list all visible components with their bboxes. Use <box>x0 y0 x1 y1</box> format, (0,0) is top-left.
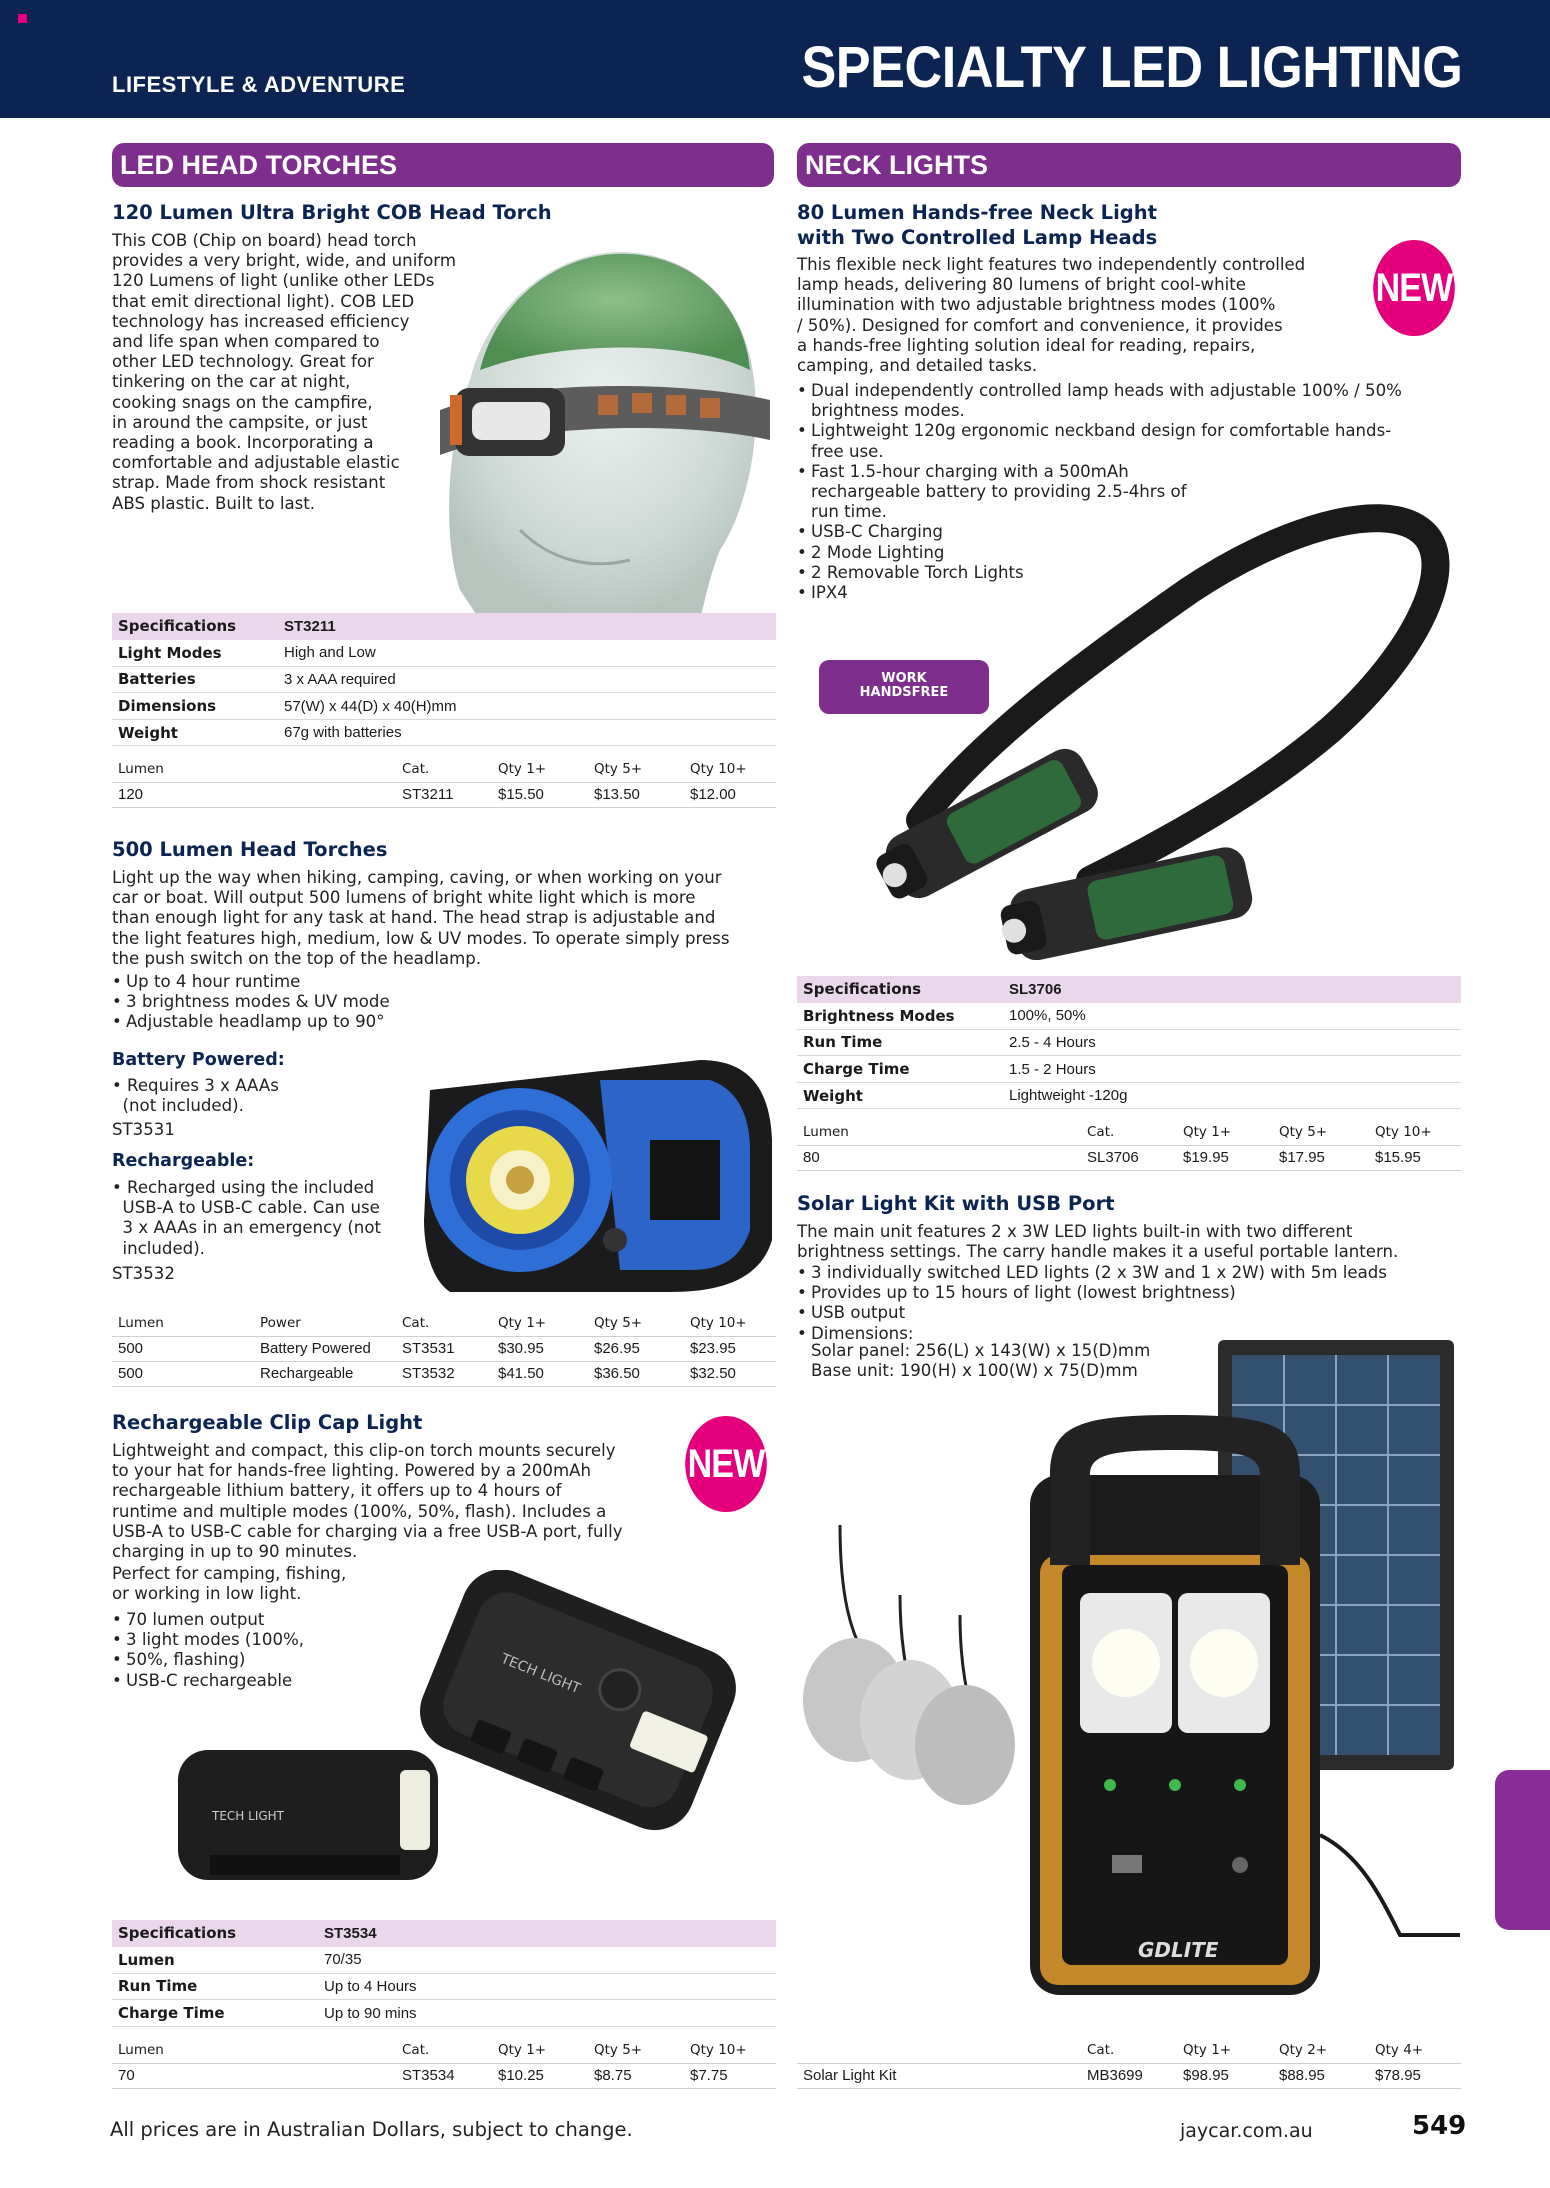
dimension-line: Base unit: 190(H) x 100(W) x 75(D)mm <box>811 1361 1138 1381</box>
spec-value: SL3706 <box>1003 976 1461 1003</box>
spec-row <box>797 1029 1461 1056</box>
usage-line: Perfect for camping, fishing, <box>112 1564 347 1583</box>
500-lumen-torch-image <box>420 1030 780 1300</box>
price-cell: ST3534 <box>396 2063 492 2088</box>
rechargeable-code: ST3532 <box>112 1264 175 1283</box>
bullet-item: • 70 lumen output <box>112 1610 352 1630</box>
spec-value: High and Low <box>278 640 776 667</box>
work-badge-line-2: HANDSFREE <box>859 685 949 700</box>
bullet-item: • 3 light modes (100%, <box>112 1630 352 1650</box>
bullet-item: • Dimensions: <box>797 1324 1467 1344</box>
solar-light-kit-image <box>800 1335 1460 2015</box>
battery-line: (not included). <box>112 1096 244 1116</box>
spec-value: 3 x AAA required <box>278 666 776 693</box>
price-header-cell: Qty 1+ <box>492 2038 588 2063</box>
spec-label: Batteries <box>112 666 278 693</box>
spec-value: 67g with batteries <box>278 719 776 746</box>
recharge-line: 3 x AAAs in an emergency (not <box>112 1218 381 1238</box>
description-line: to your hat for hands-free lighting. Powered by a 200mAh <box>112 1461 592 1481</box>
usage-line: or working in low light. <box>112 1584 302 1604</box>
description-line: lamp heads, delivering 80 lumens of bright cool-white <box>797 275 1246 295</box>
section-label: LIFESTYLE & ADVENTURE <box>112 72 406 97</box>
spec-row <box>112 693 776 720</box>
feature-list-500-lumen <box>112 972 442 1033</box>
rechargeable-text <box>112 1178 422 1259</box>
price-header-cell: Cat. <box>396 1311 492 1336</box>
price-header-cell <box>797 2038 1081 2063</box>
spec-label: Specifications <box>112 1920 318 1947</box>
price-header-cell: Qty 1+ <box>1177 2038 1273 2063</box>
price-header-cell: Qty 5+ <box>1273 1120 1369 1145</box>
price-table-mb3699 <box>797 2038 1461 2089</box>
price-header-cell: Lumen <box>797 1120 1081 1145</box>
price-cell: $15.50 <box>492 782 588 807</box>
neck-light-image <box>860 490 1470 960</box>
rechargeable-heading: Rechargeable: <box>112 1151 255 1171</box>
price-table-500-lumen <box>112 1311 776 1387</box>
price-header-cell: Qty 10+ <box>684 2038 776 2063</box>
description-line: runtime and multiple modes (100%, 50%, flash). Includes a <box>112 1501 607 1521</box>
spec-row <box>112 1920 776 1947</box>
product-description-mb3699 <box>797 1222 1467 1262</box>
description-line: and life span when compared to <box>112 332 380 352</box>
price-cell: 500 <box>112 1361 254 1386</box>
price-header-cell: Cat. <box>396 757 492 782</box>
description-line: brightness settings. The carry handle makes it a useful portable lantern. <box>797 1242 1399 1262</box>
description-line: other LED technology. Great for <box>112 352 374 372</box>
spec-value: Up to 90 mins <box>318 2000 776 2027</box>
bullet-item: • 3 individually switched LED lights (2 x 3W and 1 x 2W) with 5m leads <box>797 1263 1467 1283</box>
price-cell: Rechargeable <box>254 1361 396 1386</box>
product-description-st3534 <box>112 1441 672 1562</box>
product-title-mb3699: Solar Light Kit with USB Port <box>797 1192 1115 1215</box>
description-line: This flexible neck light features two independently controlled <box>797 255 1306 274</box>
spec-label: Specifications <box>797 976 1003 1003</box>
recharge-line: USB-A to USB-C cable. Can use <box>112 1198 380 1218</box>
led-head-torches-band: LED HEAD TORCHES <box>112 143 774 187</box>
price-header-cell: Qty 1+ <box>492 757 588 782</box>
price-cell: SL3706 <box>1081 1145 1177 1170</box>
description-line: rechargeable lithium battery, it offers up to 4 hours of <box>112 1481 562 1501</box>
product-description-500-lumen <box>112 868 782 969</box>
description-line: comfortable and adjustable elastic <box>112 453 400 473</box>
price-header-cell: Qty 10+ <box>684 757 776 782</box>
description-line: 120 Lumens of light (unlike other LEDs <box>112 271 435 291</box>
description-line: Light up the way when hiking, camping, caving, or when working on your <box>112 868 722 887</box>
price-header-cell: Lumen <box>112 757 396 782</box>
price-cell: ST3211 <box>396 782 492 807</box>
price-cell: $19.95 <box>1177 1145 1273 1170</box>
price-cell: ST3532 <box>396 1361 492 1386</box>
neck-lights-band: NECK LIGHTS <box>797 143 1461 187</box>
bullet-item: • 2 Mode Lighting <box>797 543 1461 563</box>
new-badge-st3534: NEW <box>685 1416 767 1512</box>
spec-label: Weight <box>112 719 278 746</box>
price-header-cell: Qty 4+ <box>1369 2038 1461 2063</box>
head-torch-image <box>420 230 780 620</box>
price-cell: $17.95 <box>1273 1145 1369 1170</box>
battery-powered-text <box>112 1076 412 1116</box>
description-line: / 50%). Designed for comfort and convenience, it provides <box>797 315 1283 335</box>
spec-value: Lightweight -120g <box>1003 1082 1461 1109</box>
spec-label: Run Time <box>797 1029 1003 1056</box>
bullet-item: • Lightweight 120g ergonomic neckband design for comfortable hands- free use. <box>797 421 1461 461</box>
spec-row <box>797 976 1461 1003</box>
description-line: ABS plastic. Built to last. <box>112 493 316 513</box>
description-line: This COB (Chip on board) head torch <box>112 231 417 250</box>
price-cell: $98.95 <box>1177 2063 1273 2088</box>
clip-cap-light-image <box>170 1570 770 1890</box>
price-cell: 80 <box>797 1145 1081 1170</box>
description-line: in around the campsite, or just <box>112 412 368 432</box>
spec-value: ST3534 <box>318 1920 776 1947</box>
description-line: illumination with two adjustable brightness modes (100% <box>797 295 1276 315</box>
spec-label: Charge Time <box>797 1056 1003 1083</box>
price-cell: Solar Light Kit <box>797 2063 1081 2088</box>
price-header-row <box>112 2038 776 2063</box>
price-header-cell: Qty 10+ <box>1369 1120 1461 1145</box>
price-cell: $26.95 <box>588 1336 684 1361</box>
spec-label: Brightness Modes <box>797 1003 1003 1030</box>
spec-table-st3211 <box>112 613 776 746</box>
spec-row <box>112 1947 776 1974</box>
bullet-item: • Fast 1.5-hour charging with a 500mAh rechargeable battery to providing 2.5-4hrs of run time. <box>797 462 1461 523</box>
price-header-row <box>797 1120 1461 1145</box>
price-cell: MB3699 <box>1081 2063 1177 2088</box>
price-cell: 70 <box>112 2063 396 2088</box>
bullet-item: • USB output <box>797 1303 1467 1323</box>
spec-row <box>112 666 776 693</box>
bullet-item: • USB-C Charging <box>797 522 1461 542</box>
product-title-sl3706 <box>797 200 1217 250</box>
price-header-cell: Qty 5+ <box>588 2038 684 2063</box>
bullet-item: • 2 Removable Torch Lights <box>797 563 1461 583</box>
bullet-item: • Up to 4 hour runtime <box>112 972 442 992</box>
price-cell: 500 <box>112 1336 254 1361</box>
spec-row <box>112 613 776 640</box>
solar-kit-brand: GDLITE <box>1138 1938 1219 1962</box>
price-header-cell: Power <box>254 1311 396 1336</box>
description-line: cooking snags on the campfire, <box>112 392 373 412</box>
price-cell: ST3531 <box>396 1336 492 1361</box>
price-table-sl3706 <box>797 1120 1461 1171</box>
price-row <box>797 2063 1461 2088</box>
price-header-cell: Cat. <box>1081 1120 1177 1145</box>
price-header-cell: Lumen <box>112 1311 254 1336</box>
spec-value: 2.5 - 4 Hours <box>1003 1029 1461 1056</box>
top-header-bar <box>0 0 1550 118</box>
price-table-st3534 <box>112 2038 776 2089</box>
price-cell: $8.75 <box>588 2063 684 2088</box>
recharge-line: • Recharged using the included <box>112 1178 375 1197</box>
feature-list-mb3699 <box>797 1263 1467 1344</box>
price-header-cell: Cat. <box>396 2038 492 2063</box>
clip-light-logo-small: TECH LIGHT <box>212 1809 285 1823</box>
spec-row <box>112 2000 776 2027</box>
side-index-tab <box>1495 1770 1550 1930</box>
price-cell: $36.50 <box>588 1361 684 1386</box>
price-header-row <box>112 1311 776 1336</box>
title-line: 80 Lumen Hands-free Neck Light <box>797 201 1157 224</box>
price-row <box>112 1336 776 1361</box>
spec-value: Up to 4 Hours <box>318 1973 776 2000</box>
product-title-st3211: 120 Lumen Ultra Bright COB Head Torch <box>112 201 552 224</box>
price-header-cell: Qty 10+ <box>684 1311 776 1336</box>
spec-row <box>112 1973 776 2000</box>
description-line: that emit directional light). COB LED <box>112 291 415 311</box>
spec-value: 70/35 <box>318 1947 776 1974</box>
description-line: camping, and detailed tasks. <box>797 356 1038 376</box>
spec-label: Specifications <box>112 613 278 640</box>
description-line: Lightweight and compact, this clip-on torch mounts securely <box>112 1441 616 1460</box>
description-line: USB-A to USB-C cable for charging via a free USB-A port, fully <box>112 1521 623 1541</box>
clip-light-logo-large: TECH LIGHT <box>498 1650 583 1698</box>
product-title-st3534: Rechargeable Clip Cap Light <box>112 1411 423 1434</box>
description-line: The main unit features 2 x 3W LED lights built-in with two different <box>797 1222 1353 1241</box>
work-badge-line-1: WORK <box>881 671 927 686</box>
new-badge-sl3706: NEW <box>1373 240 1455 336</box>
price-cell: $30.95 <box>492 1336 588 1361</box>
footer-url[interactable]: jaycar.com.au <box>1180 2120 1313 2142</box>
price-header-cell: Qty 5+ <box>588 1311 684 1336</box>
price-header-cell: Qty 5+ <box>588 757 684 782</box>
price-cell: $12.00 <box>684 782 776 807</box>
price-header-row <box>797 2038 1461 2063</box>
price-cell: $88.95 <box>1273 2063 1369 2088</box>
spec-value: 1.5 - 2 Hours <box>1003 1056 1461 1083</box>
price-cell: $32.50 <box>684 1361 776 1386</box>
spec-label: Dimensions <box>112 693 278 720</box>
spec-label: Weight <box>797 1082 1003 1109</box>
price-header-cell: Qty 1+ <box>1177 1120 1273 1145</box>
description-line: the light features high, medium, low & UV modes. To operate simply press <box>112 928 730 948</box>
spec-label: Lumen <box>112 1947 318 1974</box>
product-title-500-lumen: 500 Lumen Head Torches <box>112 838 388 861</box>
description-line: strap. Made from shock resistant <box>112 473 386 493</box>
footer-note: All prices are in Australian Dollars, subject to change. <box>110 2118 633 2141</box>
title-line: with Two Controlled Lamp Heads <box>797 226 1158 249</box>
battery-code: ST3531 <box>112 1120 175 1139</box>
description-line: technology has increased efficiency <box>112 311 410 331</box>
price-cell: $15.95 <box>1369 1145 1461 1170</box>
price-row <box>112 2063 776 2088</box>
battery-powered-heading: Battery Powered: <box>112 1050 285 1070</box>
spec-row <box>112 719 776 746</box>
description-line: than enough light for any task at hand. The head strap is adjustable and <box>112 908 716 928</box>
spec-value: 57(W) x 44(D) x 40(H)mm <box>278 693 776 720</box>
price-row <box>112 1361 776 1386</box>
spec-row <box>112 640 776 667</box>
bullet-item: • 50%, flashing) <box>112 1650 352 1670</box>
bullet-item: • 3 brightness modes & UV mode <box>112 992 442 1012</box>
price-cell: $7.75 <box>684 2063 776 2088</box>
description-line: reading a book. Incorporating a <box>112 433 374 453</box>
description-line: charging in up to 90 minutes. <box>112 1542 358 1562</box>
price-table-st3211 <box>112 757 776 808</box>
description-line: the push switch on the top of the headlamp. <box>112 948 482 968</box>
price-row <box>112 782 776 807</box>
price-header-cell: Cat. <box>1081 2038 1177 2063</box>
spec-table-st3534 <box>112 1920 776 2027</box>
bullet-item: • Provides up to 15 hours of light (lowest brightness) <box>797 1283 1467 1303</box>
spec-label: Light Modes <box>112 640 278 667</box>
price-cell: 120 <box>112 782 396 807</box>
spec-row <box>797 1003 1461 1030</box>
spec-label: Run Time <box>112 1973 318 2000</box>
price-header-cell: Qty 1+ <box>492 1311 588 1336</box>
page-number: 549 <box>1412 2111 1467 2141</box>
bullet-item: • Dual independently controlled lamp heads with adjustable 100% / 50% brightness modes. <box>797 381 1461 421</box>
spec-value: ST3211 <box>278 613 776 640</box>
recharge-line: included). <box>112 1238 205 1258</box>
description-line: a hands-free lighting solution ideal for reading, repairs, <box>797 335 1256 355</box>
bullet-item: • IPX4 <box>797 583 1461 603</box>
price-header-cell: Lumen <box>112 2038 396 2063</box>
corner-mark <box>18 14 27 23</box>
spec-row <box>797 1056 1461 1083</box>
product-description-sl3706 <box>797 255 1357 376</box>
price-cell: $13.50 <box>588 782 684 807</box>
page-title: SPECIALTY LED LIGHTING <box>800 35 1462 100</box>
spec-label: Charge Time <box>112 2000 318 2027</box>
price-cell: $10.25 <box>492 2063 588 2088</box>
description-line: provides a very bright, wide, and uniform <box>112 251 456 271</box>
price-cell: $41.50 <box>492 1361 588 1386</box>
bullet-item: • USB-C rechargeable <box>112 1671 352 1691</box>
spec-table-sl3706 <box>797 976 1461 1109</box>
bullet-item: • Adjustable headlamp up to 90° <box>112 1012 442 1032</box>
price-header-cell: Qty 2+ <box>1273 2038 1369 2063</box>
price-cell: Battery Powered <box>254 1336 396 1361</box>
price-row <box>797 1145 1461 1170</box>
spec-value: 100%, 50% <box>1003 1003 1461 1030</box>
description-line: car or boat. Will output 500 lumens of bright white light which is more <box>112 888 696 908</box>
price-header-row <box>112 757 776 782</box>
dimension-line: Solar panel: 256(L) x 143(W) x 15(D)mm <box>811 1341 1151 1360</box>
price-cell: $78.95 <box>1369 2063 1461 2088</box>
spec-row <box>797 1082 1461 1109</box>
price-cell: $23.95 <box>684 1336 776 1361</box>
description-line: tinkering on the car at night, <box>112 372 351 392</box>
battery-line: • Requires 3 x AAAs <box>112 1076 279 1095</box>
